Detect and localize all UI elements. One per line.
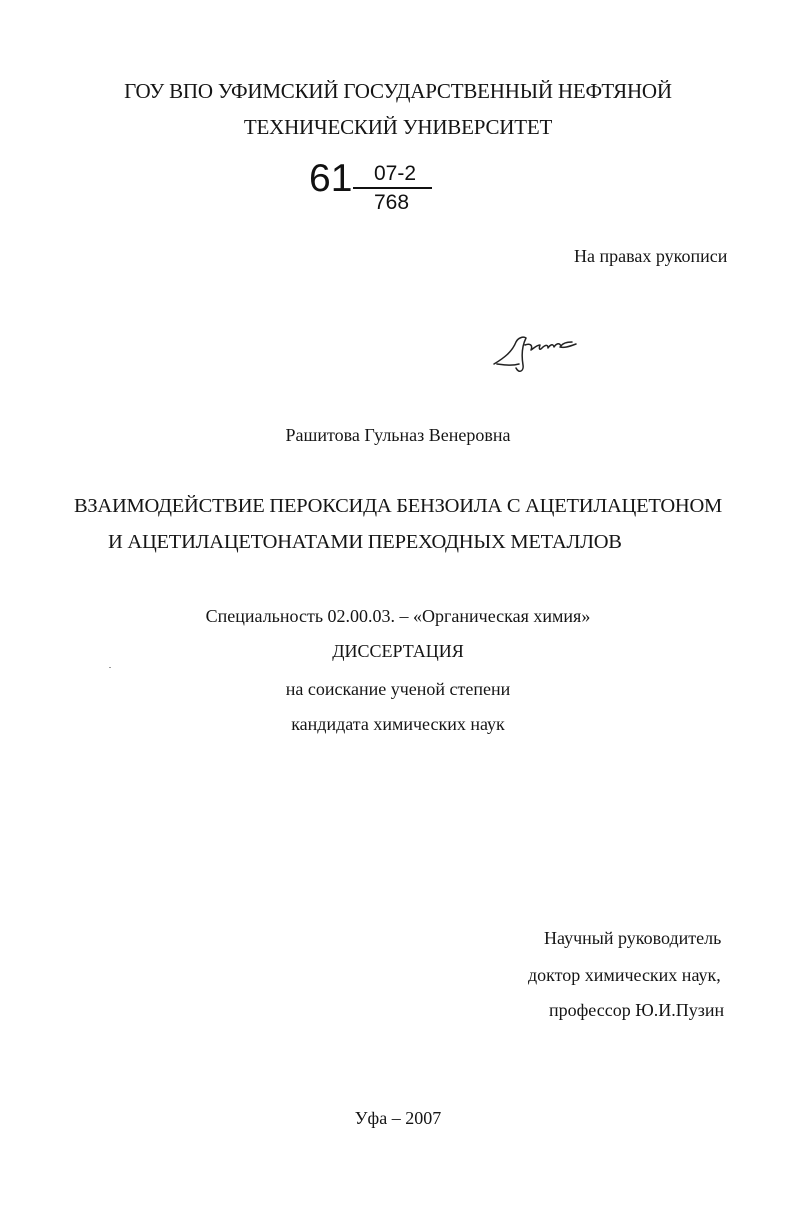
dissertation-title-line-1: ВЗАИМОДЕЙСТВИЕ ПЕРОКСИДА БЕНЗОИЛА С АЦЕТИЛАЦЕТОНОМ	[73, 495, 723, 517]
degree-line-2: кандидата химических наук	[291, 714, 505, 734]
supervisor-line-3: профессор Ю.И.Пузин	[549, 1000, 725, 1020]
stamp-main-number: 61	[309, 157, 353, 200]
author-name: Рашитова Гульназ Венеровна	[285, 425, 511, 445]
specialty: Специальность 02.00.03. – «Органическая химия»	[205, 606, 591, 626]
dissertation-title-line-2: И АЦЕТИЛАЦЕТОНАТАМИ ПЕРЕХОДНЫХ МЕТАЛЛОВ	[108, 531, 622, 553]
supervisor-line-1: Научный руководитель	[544, 928, 722, 948]
institution-line-1: ГОУ ВПО УФИМСКИЙ ГОСУДАРСТВЕННЫЙ НЕФТЯНОЙ	[124, 79, 672, 103]
stamp-numerator: 07-2	[374, 162, 417, 185]
stamp-fraction-line	[353, 187, 432, 189]
city-year: Уфа – 2007	[354, 1108, 442, 1128]
institution-line-2: ТЕХНИЧЕСКИЙ УНИВЕРСИТЕТ	[243, 115, 553, 139]
stamp-denominator: 768	[374, 191, 410, 214]
scan-speck	[109, 667, 111, 668]
document-type: ДИССЕРТАЦИЯ	[332, 641, 464, 661]
degree-line-1: на соискание ученой степени	[285, 679, 511, 699]
supervisor-line-2: доктор химических наук,	[528, 965, 721, 985]
handwritten-signature	[488, 330, 580, 376]
manuscript-note: На правах рукописи	[574, 246, 728, 266]
